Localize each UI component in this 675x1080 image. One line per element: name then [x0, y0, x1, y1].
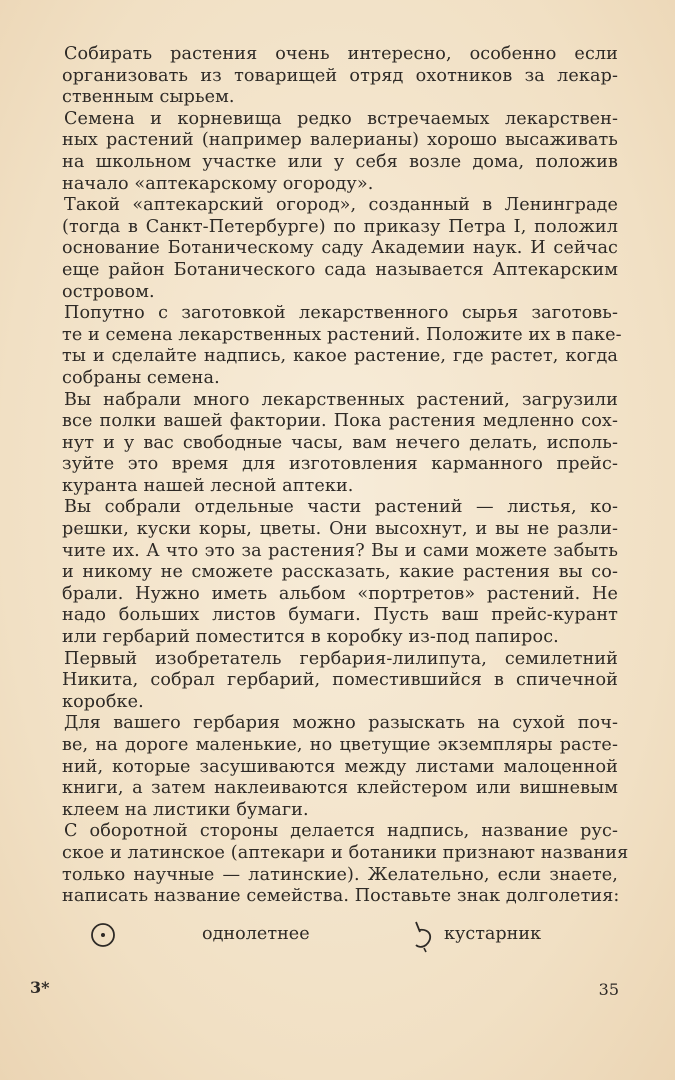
- paragraph: [62, 390, 618, 498]
- text-line: все полки вашей фактории. Пока растения медленно сох-: [62, 411, 618, 432]
- text-line: нут и у вас свободные часы, вам нечего делать, исполь-: [62, 432, 618, 453]
- text-line: ты и сделайте надпись, какое растение, где растет, когда: [62, 346, 618, 367]
- text-line: на школьном участке или у себя возле дома, положив: [62, 151, 618, 172]
- text-line: С оборотной стороны делается надпись, название рус-: [64, 821, 618, 842]
- paragraph: [62, 497, 618, 648]
- text-line: ве, на дороге маленькие, но цветущие экземпляры расте-: [62, 735, 618, 755]
- text-line: основание Ботаническому саду Академии наук. И сейчас: [62, 238, 618, 259]
- text-line: решки, куски коры, цветы. Они высохнут, и вы не разли-: [62, 519, 618, 540]
- text-line: надо больших листов бумаги. Пусть ваш прейс-курант: [62, 605, 618, 626]
- text-line: чите их. А что это за растения? Вы и сами можете забыть: [62, 540, 618, 561]
- shrub-label: кустарник: [444, 924, 542, 944]
- text-line: еще район Ботанического сада называется Аптекарским: [62, 259, 618, 280]
- text-line: Вы собрали отдельные части растений — листья, ко-: [64, 497, 618, 518]
- paragraph: [62, 821, 629, 907]
- text-line: куранта нашей лесной аптеки.: [62, 475, 354, 496]
- text-line: коробке.: [62, 691, 144, 712]
- text-line: организовать из товарищей отряд охотников за лекар-: [62, 65, 618, 86]
- page-number: 35: [598, 980, 619, 999]
- text-line: или гербарий поместится в коробку из-под папирос.: [62, 627, 559, 648]
- text-line: островом.: [62, 281, 155, 302]
- text-line: только научные — латинские). Желательно, если знаете,: [62, 864, 618, 885]
- text-line: написать название семейства. Поставьте знак долголетия:: [62, 886, 620, 907]
- text-line: Вы набрали много лекарственных растений, загрузили: [64, 389, 618, 410]
- text-line: Собирать растения очень интересно, особенно если: [64, 44, 618, 64]
- text-line: собраны семена.: [62, 367, 220, 388]
- text-line: ское и латинское (аптекари и ботаники признают названия: [62, 842, 629, 863]
- text-line: Семена и корневища редко встречаемых лекарствен-: [64, 108, 618, 129]
- text-line: Никита, собрал гербарий, поместившийся в спичечной: [62, 670, 618, 691]
- text-line: те и семена лекарственных растений. Положите их в паке-: [62, 324, 622, 345]
- text-line: ний, которые засушиваются между листами малоценной: [62, 756, 618, 777]
- circle-dot-annual-icon: [90, 922, 116, 948]
- text-line: брали. Нужно иметь альбом «портретов» растений. Не: [62, 583, 618, 604]
- text-line: ных растений (например валерианы) хорошо высаживать: [62, 130, 618, 151]
- paragraph: [62, 713, 618, 821]
- text-line: ственным сырьем.: [62, 87, 235, 108]
- longevity-legend: [80, 918, 580, 964]
- text-line: зуйте это время для изготовления карманного прейс-: [62, 454, 618, 475]
- paragraph: [62, 649, 618, 714]
- paragraph: [62, 44, 618, 109]
- text-line: Такой «аптекарский огород», созданный в Ленинграде: [64, 195, 618, 216]
- text-line: Для вашего гербария можно разыскать на сухой поч-: [64, 713, 618, 734]
- page-body: [62, 44, 629, 908]
- text-line: клеем на листики бумаги.: [62, 799, 309, 820]
- annual-label: однолетнее: [202, 924, 310, 944]
- text-line: Первый изобретатель гербария-лилипута, семилетний: [64, 648, 618, 669]
- text-line: книги, а затем наклеиваются клейстером или вишневым: [62, 778, 618, 799]
- paragraph: [62, 109, 618, 195]
- text-line: Попутно с заготовкой лекарственного сырья заготовь-: [64, 303, 618, 324]
- text-line: (тогда в Санкт-Петербурге) по приказу Петра I, положил: [62, 216, 618, 237]
- text-line: и никому не сможете рассказать, какие растения вы со-: [62, 562, 618, 583]
- signature-mark: 3*: [30, 978, 50, 997]
- paragraph: [62, 195, 618, 303]
- paragraph: [62, 303, 622, 389]
- shrub-symbol-icon: [410, 918, 438, 954]
- text-line: начало «аптекарскому огороду».: [62, 173, 374, 194]
